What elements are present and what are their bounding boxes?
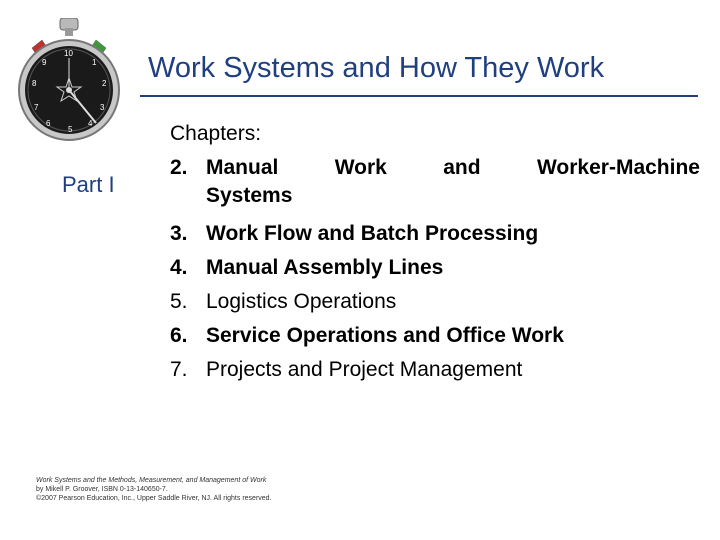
dial-number: 7 bbox=[34, 103, 39, 112]
chapter-item bbox=[170, 222, 538, 246]
footer-author: by Mikell P. Groover, ISBN 0-13-140650-7. bbox=[36, 486, 168, 493]
chapter-number: 3. bbox=[170, 222, 188, 245]
chapter-item bbox=[170, 324, 564, 348]
dial-number: 8 bbox=[32, 79, 37, 88]
chapter-title: Projects and Project Management bbox=[206, 358, 523, 381]
dial-number: 10 bbox=[64, 49, 73, 58]
footer-book-title: Work Systems and the Methods, Measurement, and Management of Work bbox=[36, 477, 267, 484]
dial-number: 6 bbox=[46, 119, 51, 128]
chapter-number: 2. bbox=[170, 156, 188, 179]
chapter-title-word: and bbox=[443, 156, 481, 179]
chapter-title-word: Work bbox=[334, 156, 387, 179]
dial-number: 3 bbox=[100, 103, 105, 112]
slide-title: Work Systems and How They Work bbox=[148, 52, 605, 84]
chapter-title: Work Flow and Batch Processing bbox=[206, 222, 539, 245]
part-label: Part I bbox=[62, 172, 115, 197]
dial-number: 2 bbox=[102, 79, 107, 88]
chapter-number: 5. bbox=[170, 290, 188, 313]
chapter-item bbox=[170, 290, 396, 314]
chapter-item bbox=[170, 358, 522, 382]
dial-number: 5 bbox=[68, 125, 73, 134]
dial-number: 9 bbox=[42, 58, 47, 67]
chapter-title-continuation: Systems bbox=[206, 184, 293, 207]
chapters-heading: Chapters: bbox=[170, 122, 262, 145]
chapter-item bbox=[170, 256, 443, 280]
dial-number: 1 bbox=[92, 58, 97, 67]
chapter-title-word: Worker-Machine bbox=[536, 156, 700, 179]
chapter-title-word: Manual bbox=[206, 156, 279, 179]
chapter-number: 4. bbox=[170, 256, 188, 279]
dial-number: 4 bbox=[88, 119, 93, 128]
footer-copyright: ©2007 Pearson Education, Inc., Upper Saddle River, NJ. All rights reserved. bbox=[36, 495, 272, 502]
chapter-title: Service Operations and Office Work bbox=[206, 324, 564, 347]
chapter-number: 6. bbox=[170, 324, 188, 347]
chapter-number: 7. bbox=[170, 358, 188, 381]
title-divider bbox=[140, 95, 698, 97]
chapter-item bbox=[170, 156, 700, 208]
chapter-title: Logistics Operations bbox=[206, 290, 397, 313]
chapter-title: Manual Assembly Lines bbox=[206, 256, 444, 279]
copyright-footer bbox=[36, 476, 272, 503]
stopwatch-icon bbox=[14, 18, 124, 148]
